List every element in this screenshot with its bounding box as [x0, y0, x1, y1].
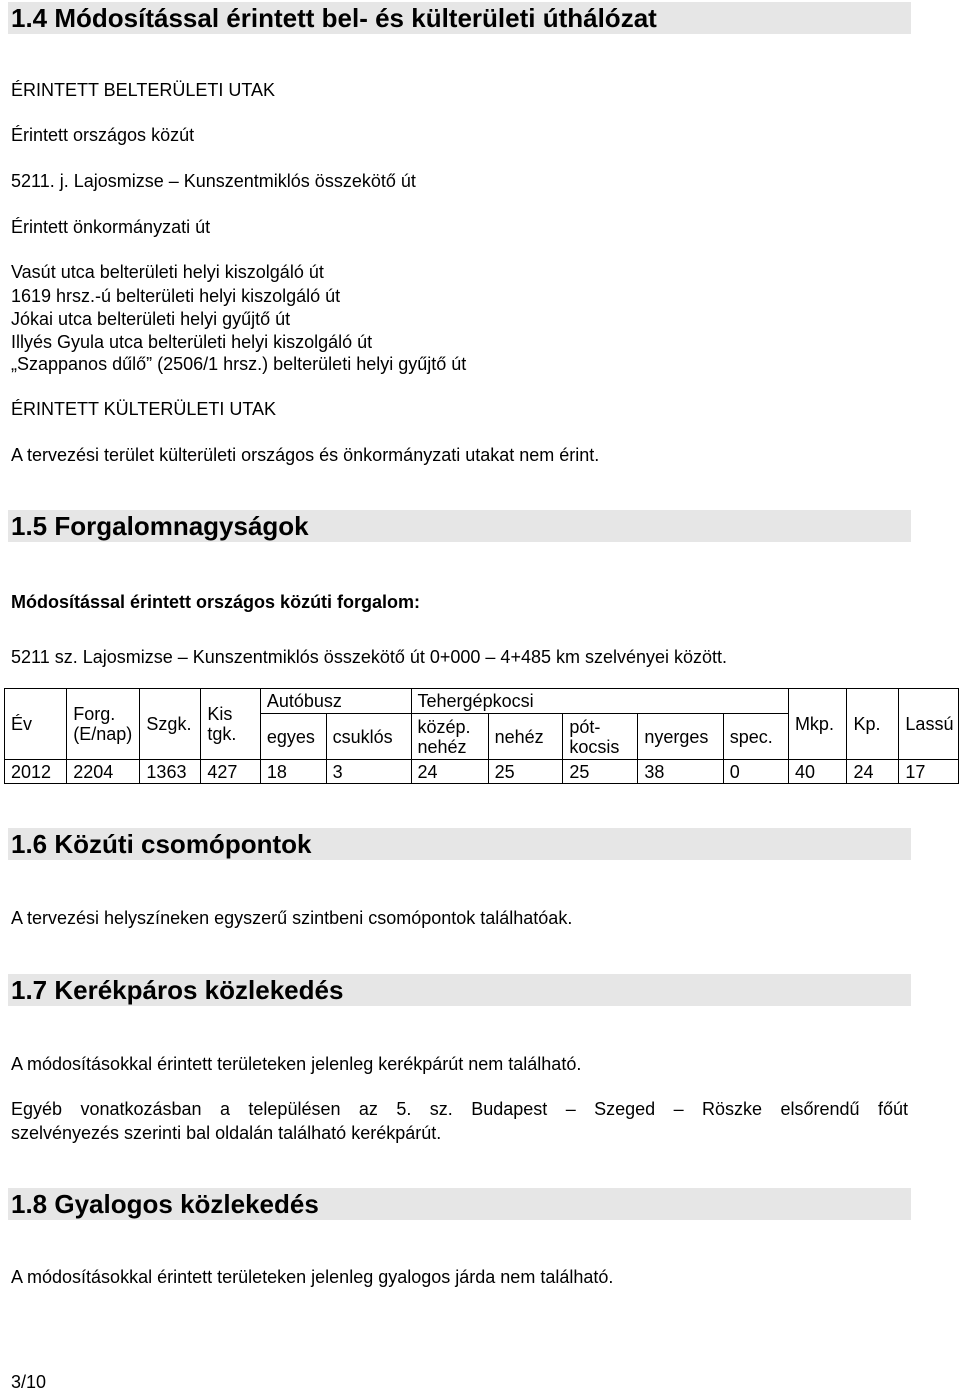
- table-cell: 18: [260, 760, 326, 784]
- header-cell: Szgk.: [140, 689, 201, 760]
- section-heading-bar: [8, 828, 911, 860]
- local-road-item: „Szappanos dűlő” (2506/1 hrsz.) belterületi helyi gyűjtő út: [11, 354, 467, 374]
- bicycle-text-2-line-2: szelvényezés szerinti bal oldalán található kerékpárút.: [11, 1123, 442, 1143]
- local-road-item: Jókai utca belterületi helyi gyűjtő út: [11, 309, 291, 329]
- section-heading-1-7: 1.7 Kerékpáros közlekedés: [11, 975, 344, 1005]
- table-cell: 427: [201, 760, 260, 784]
- table-cell: 40: [788, 760, 847, 784]
- table-cell: 25: [488, 760, 563, 784]
- national-road-label: Érintett országos közút: [11, 125, 195, 145]
- header-cell: pót- kocsis: [563, 714, 638, 760]
- header-cell: Év: [5, 689, 67, 760]
- section-heading-1-4: 1.4 Módosítással érintett bel- és külterületi úthálózat: [11, 3, 657, 33]
- national-road-name: 5211. j. Lajosmizse – Kunszentmiklós összekötő út: [11, 171, 416, 191]
- header-cell: Mkp.: [788, 689, 847, 760]
- local-road-item: Vasút utca belterületi helyi kiszolgáló út: [11, 262, 324, 282]
- traffic-table: [4, 688, 959, 784]
- traffic-subheading: Módosítással érintett országos közúti forgalom:: [11, 592, 421, 612]
- local-road-item: 1619 hrsz.-ú belterületi helyi kiszolgáló út: [11, 286, 341, 306]
- section-heading-bar: [8, 1188, 911, 1220]
- header-cell: nyerges: [638, 714, 723, 760]
- section-heading-bar: [8, 510, 911, 542]
- section-heading-1-8: 1.8 Gyalogos közlekedés: [11, 1189, 319, 1219]
- table-cell: 24: [411, 760, 488, 784]
- table-cell: 2012: [5, 760, 67, 784]
- header-cell: Autóbusz: [260, 689, 411, 714]
- header-cell: Kp.: [847, 689, 899, 760]
- header-cell: egyes: [260, 714, 326, 760]
- bicycle-text-1: A módosításokkal érintett területeken jelenleg kerékpárút nem található.: [11, 1054, 582, 1074]
- local-road-item: Illyés Gyula utca belterületi helyi kiszolgáló út: [11, 332, 373, 352]
- table-cell: 0: [723, 760, 788, 784]
- table-cell: 38: [638, 760, 723, 784]
- traffic-road-text: 5211 sz. Lajosmizse – Kunszentmiklós összekötő út 0+000 – 4+485 km szelvényei között.: [11, 647, 728, 667]
- table-cell: 17: [899, 760, 959, 784]
- local-road-label: Érintett önkormányzati út: [11, 217, 211, 237]
- header-cell: Forg. (E/nap): [67, 689, 140, 760]
- inner-roads-title: ÉRINTETT BELTERÜLETI UTAK: [11, 80, 276, 100]
- bicycle-text-2-line-1: Egyéb vonatkozásban a településen az 5. sz. Budapest – Szeged – Röszke elsőrendű főút: [11, 1099, 908, 1119]
- pedestrian-text: A módosításokkal érintett területeken jelenleg gyalogos járda nem található.: [11, 1267, 614, 1287]
- section-heading-1-5: 1.5 Forgalomnagyságok: [11, 511, 309, 541]
- section-heading-bar: [8, 974, 911, 1006]
- junctions-text: A tervezési helyszíneken egyszerű szintbeni csomópontok találhatóak.: [11, 908, 573, 928]
- table-cell: 24: [847, 760, 899, 784]
- page-number: 3/10: [11, 1372, 47, 1392]
- table-cell: 3: [326, 760, 411, 784]
- header-cell: csuklós: [326, 714, 411, 760]
- header-cell: Lassú: [899, 689, 959, 760]
- table-header-row: [5, 689, 959, 714]
- header-cell: spec.: [723, 714, 788, 760]
- header-cell: Kis tgk.: [201, 689, 260, 760]
- outer-roads-text: A tervezési terület külterületi országos és önkormányzati utakat nem érint.: [11, 445, 600, 465]
- table-cell: 25: [563, 760, 638, 784]
- header-cell: nehéz: [488, 714, 563, 760]
- header-cell: Tehergépkocsi: [411, 689, 788, 714]
- table-cell: 1363: [140, 760, 201, 784]
- table-row: [5, 760, 959, 784]
- header-cell: közép. nehéz: [411, 714, 488, 760]
- section-heading-bar: [8, 2, 911, 34]
- table-cell: 2204: [67, 760, 140, 784]
- outer-roads-title: ÉRINTETT KÜLTERÜLETI UTAK: [11, 399, 277, 419]
- section-heading-1-6: 1.6 Közúti csomópontok: [11, 829, 312, 859]
